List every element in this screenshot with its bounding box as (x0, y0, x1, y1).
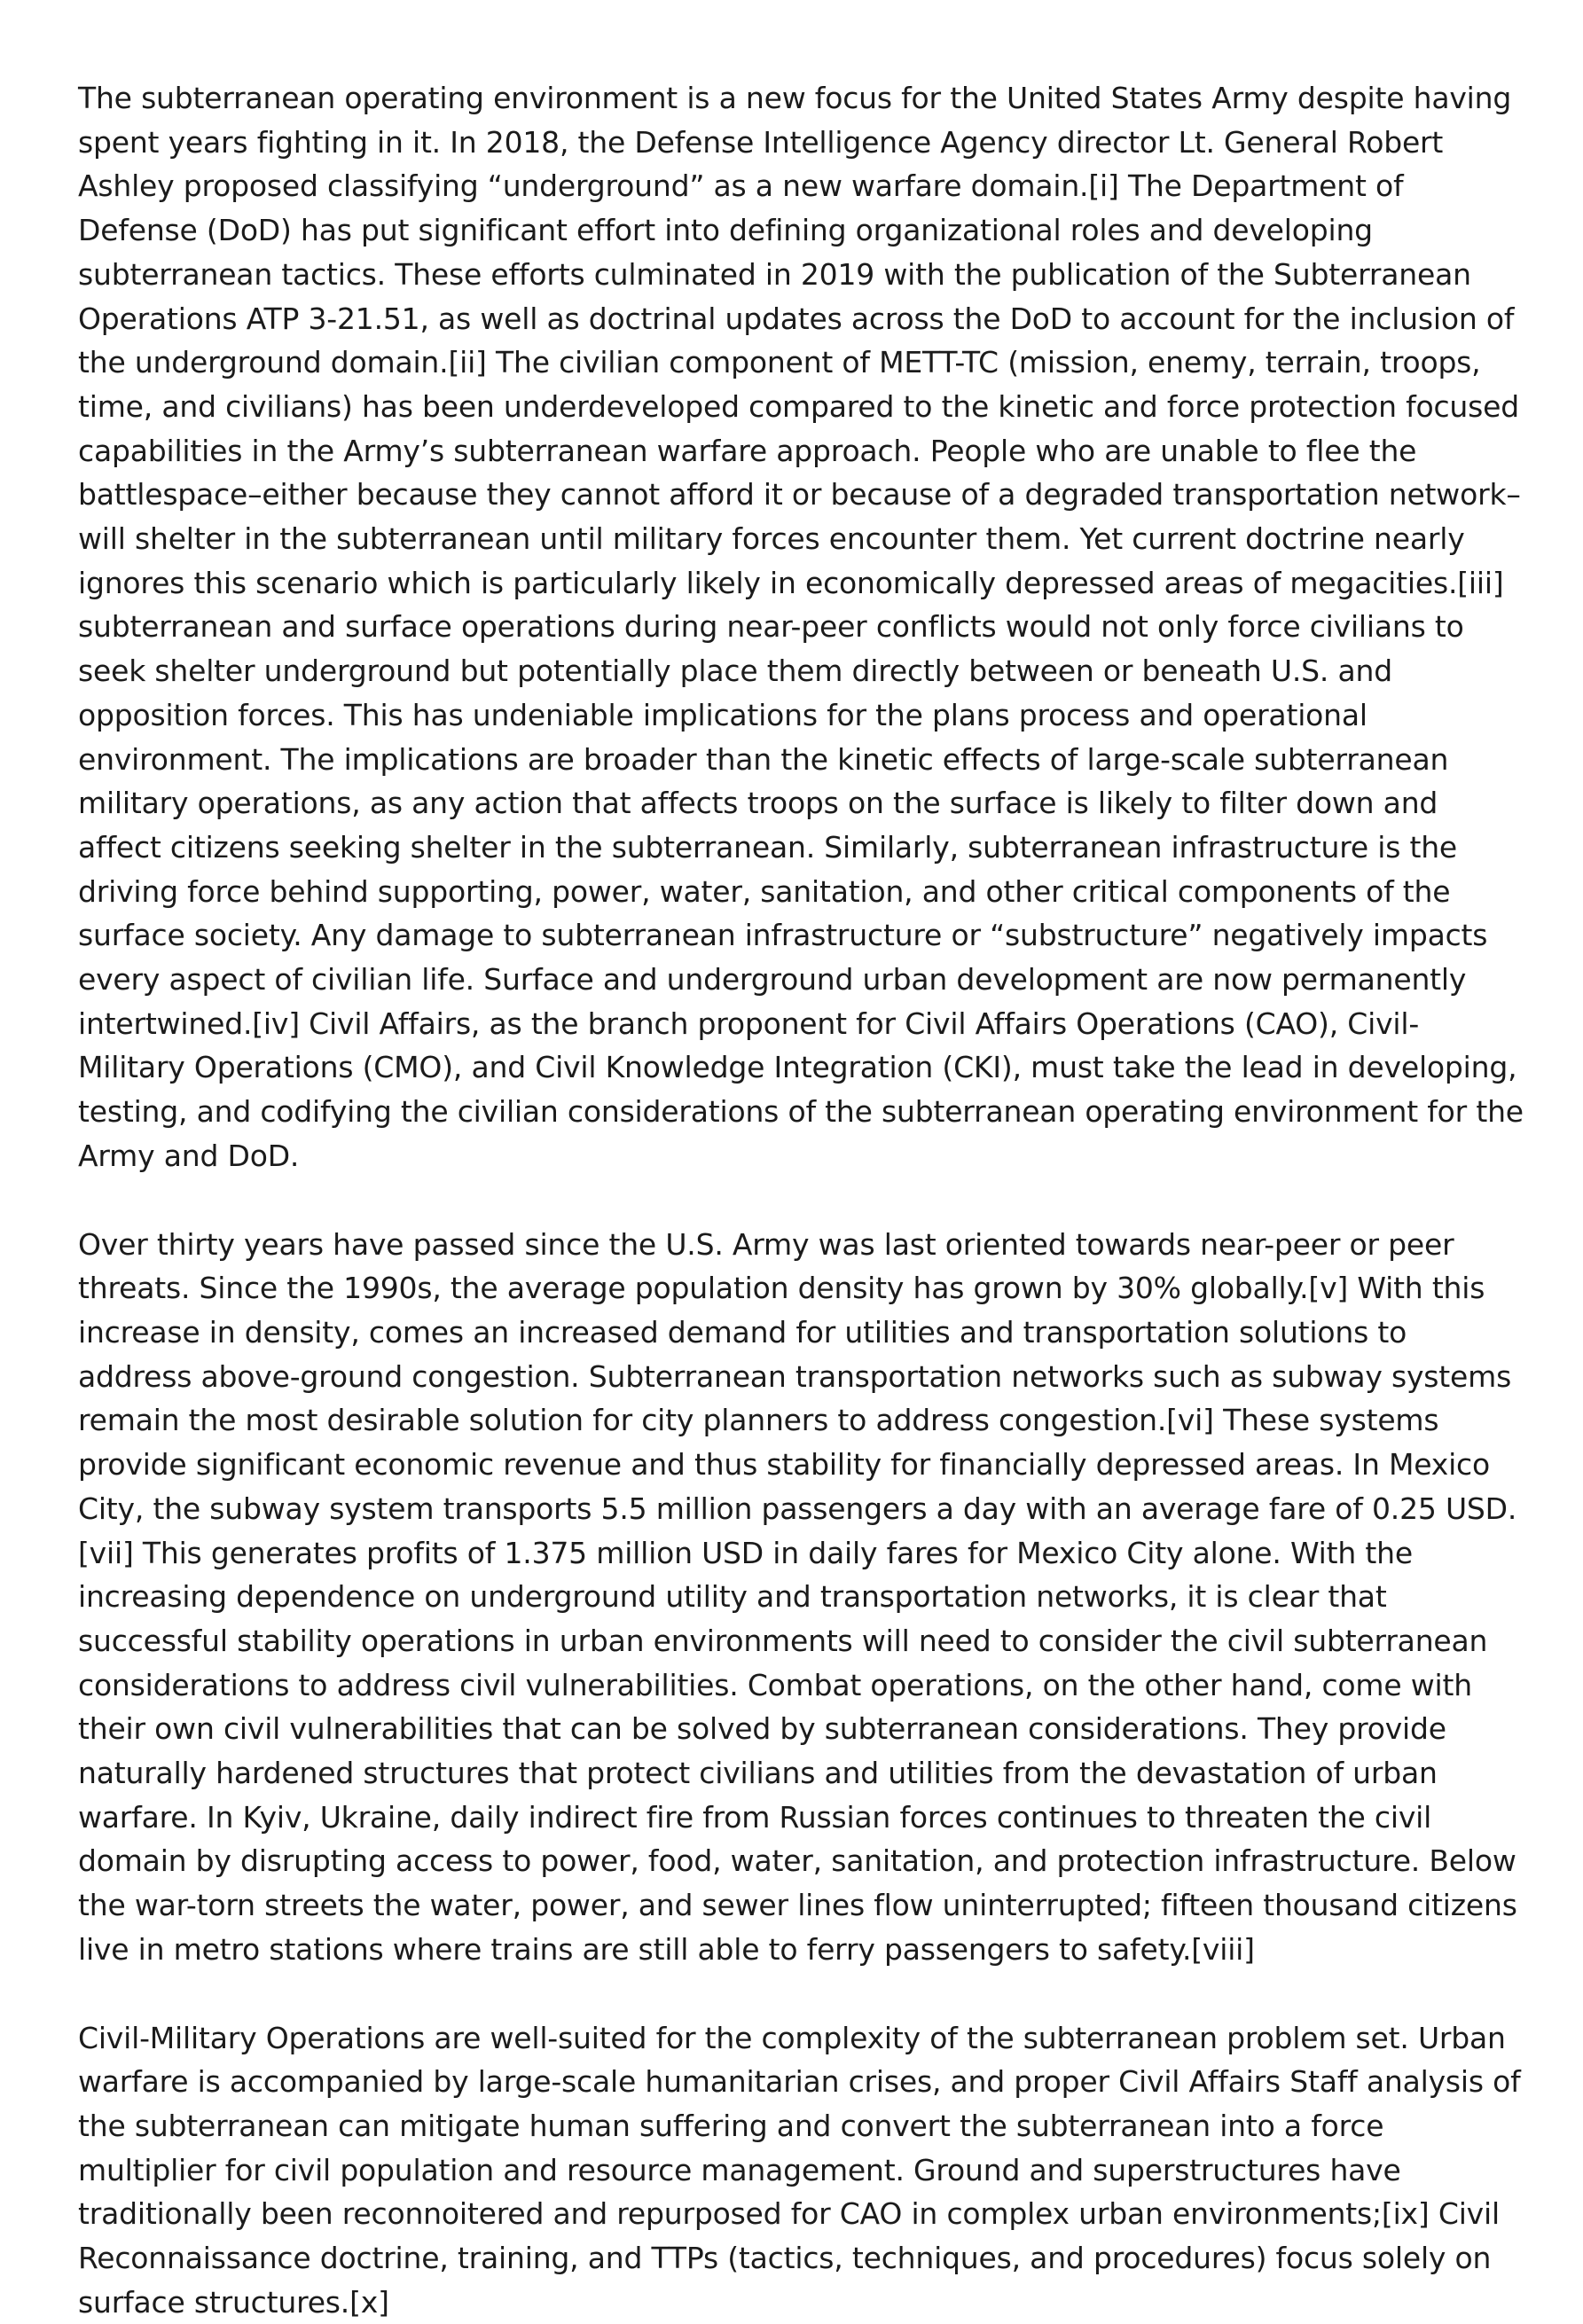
paragraph-2: Over thirty years have passed since the U.S. Army was last oriented towards near-peer or peer threats. Since the 1990s, the average population density has grown by 30% globally.[v] With this increase in density, comes an increased demand for utilities and transportation solutions to address above-ground congestion. Subterranean transportation networks such as subway systems remain the most desirable solution for city planners to address congestion.[vi] These systems provide significant economic revenue and thus stability for financially depressed areas. In Mexico City, the subway system transports 5.5 million passengers a day with an average fare of 0.25 USD.[vii] This generates profits of 1.375 million USD in daily fares for Mexico City alone. With the increasing dependence on underground utility and transportation networks, it is clear that successful stability operations in urban environments will need to consider the civil subterranean considerations to address civil vulnerabilities. Combat operations, on the other hand, come with their own civil vulnerabilities that can be solved by subterranean considerations. They provide naturally hardened structures that protect civilians and utilities from the devastation of urban warfare. In Kyiv, Ukraine, daily indirect fire from Russian forces continues to threaten the civil domain by disrupting access to power, food, water, sanitation, and protection infrastructure. Below the war-torn streets the water, power, and sewer lines flow uninterrupted; fifteen thousand citizens live in metro stations where trains are still able to ferry passengers to safety.[viii] (78, 1226, 1517, 1967)
paragraph-1: The subterranean operating environment is a new focus for the United States Army despite having spent years fighting in it. In 2018, the Defense Intelligence Agency director Lt. General Robert Ashley proposed classifying “underground” as a new warfare domain.[i] The Department of Defense (DoD) has put significant effort into defining organizational roles and developing subterranean tactics. These efforts culminated in 2019 with the publication of the Subterranean Operations ATP 3-21.51, as well as doctrinal updates across the DoD to account for the inclusion of the underground domain.[ii] The civilian component of METT-TC (mission, enemy, terrain, troops, time, and civilians) has been underdeveloped compared to the kinetic and force protection focused capabilities in the Army’s subterranean warfare approach. People who are unable to flee the battlespace–either because they cannot afford it or because of a degraded transportation network–will shelter in the subterranean until military forces encounter them. Yet current doctrine nearly ignores this scenario which is particularly likely in economically depressed areas of megacities.[iii] subterranean and surface operations during near-peer conflicts would not only force civilians to seek shelter underground but potentially place them directly between or beneath U.S. and opposition forces. This has undeniable implications for the plans process and operational environment. The implications are broader than the kinetic effects of large-scale subterranean military operations, as any action that affects troops on the surface is likely to filter down and affect citizens seeking shelter in the subterranean. Similarly, subterranean infrastructure is the driving force behind supporting, power, water, sanitation, and other critical components of the surface society. Any damage to subterranean infrastructure or “substructure” negatively impacts every aspect of civilian life. Surface and underground urban development are now permanently intertwined.[iv] Civil Affairs, as the branch proponent for Civil Affairs Operations (CAO), Civil-Military Operations (CMO), and Civil Knowledge Integration (CKI), must take the lead in developing, testing, and codifying the civilian considerations of the subterranean operating environment for the Army and DoD. (78, 81, 1524, 1173)
paragraph-3: Civil-Military Operations are well-suited for the complexity of the subterranean problem set. Urban warfare is accompanied by large-scale humanitarian crises, and proper Civil Affairs Staff analysis of the subterranean can mitigate human suffering and convert the subterranean into a force multiplier for civil population and resource management. Ground and superstructures have traditionally been reconnoitered and repurposed for CAO in complex urban environments;[ix] Civil Reconnaissance doctrine, training, and TTPs (tactics, techniques, and procedures) focus solely on surface structures.[x] (78, 2020, 1521, 2320)
article-body (78, 76, 1524, 2324)
